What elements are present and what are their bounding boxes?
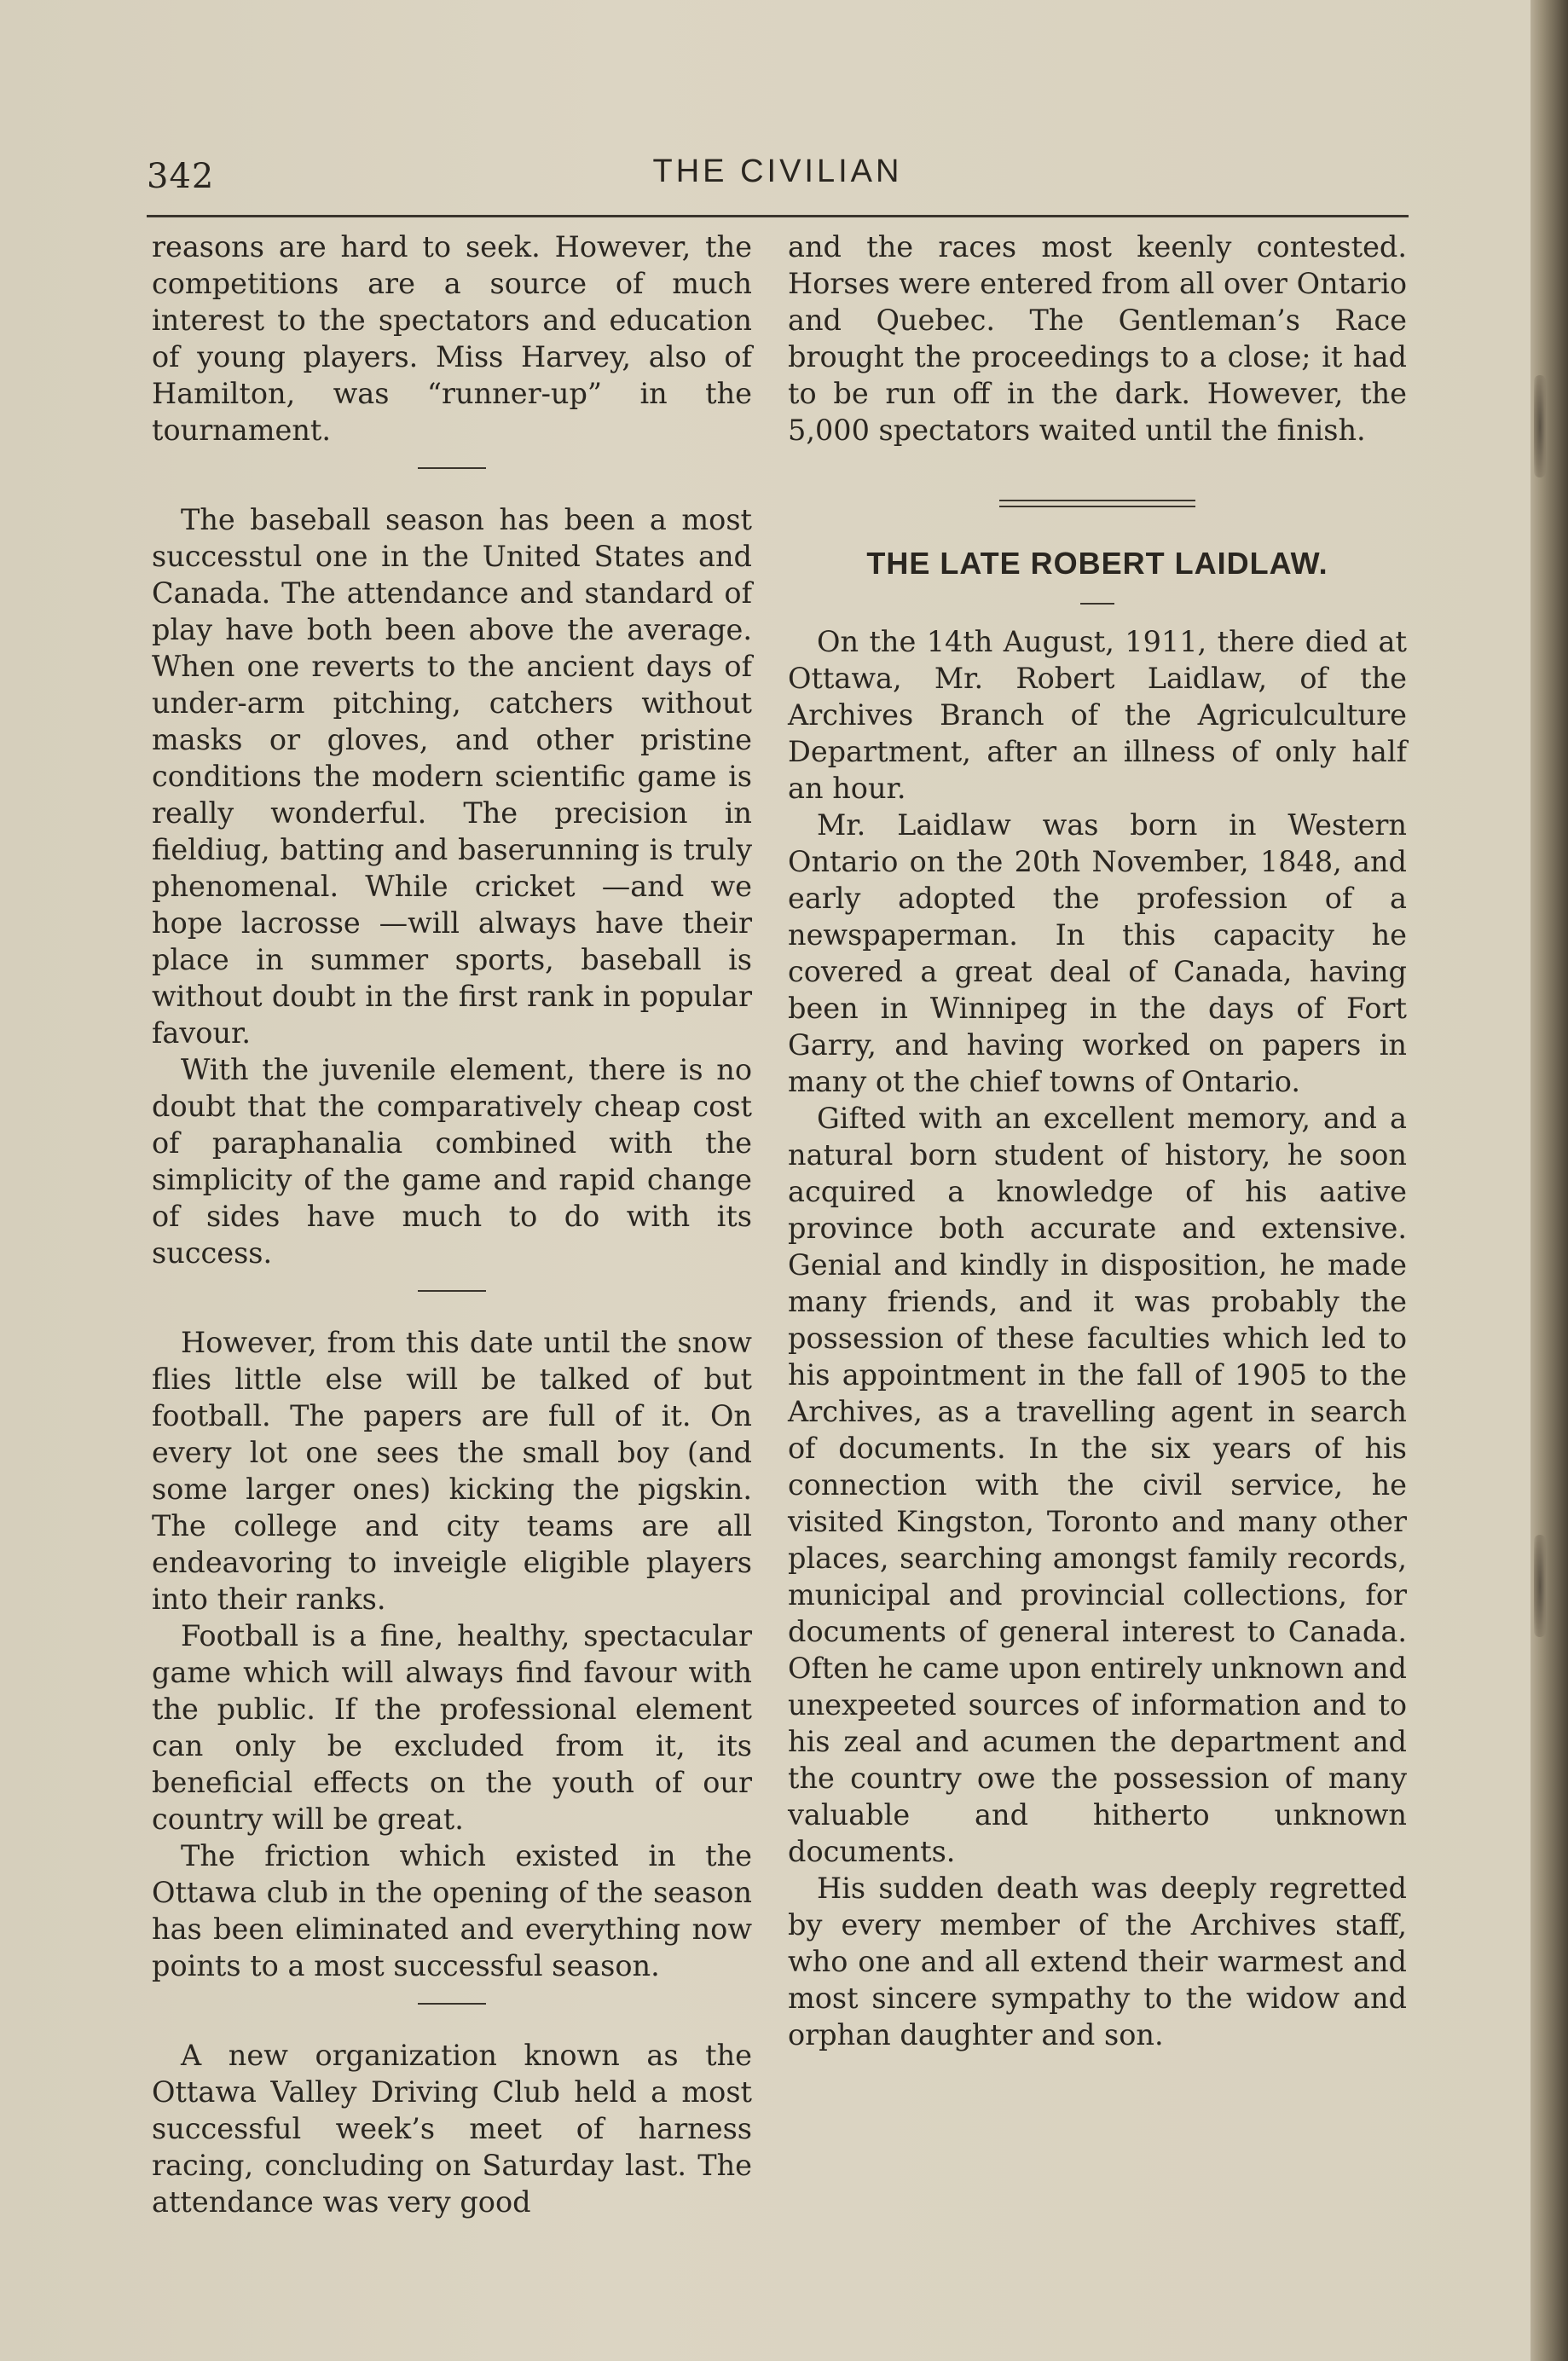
section-divider (418, 2003, 486, 2005)
header-rule (147, 215, 1409, 217)
paragraph-biography: Mr. Laidlaw was born in Western Ontario on the 20th November, 1848, and early adopted the profession of a newspaperman. In this capacity he covered a great deal of Canada, having been in Winnipeg in the days of Fort Garry, and having worked on papers in many ot the chief towns of Ontario. (788, 808, 1407, 1098)
page-header (147, 152, 1409, 203)
paragraph-baseball: The baseball season has been a most successtul one in the United States and Canada. The attendance and standard of play have both been above the average. When one reverts to the ancient days of under-arm pitching, catchers without masks or gloves, and other pristine conditions the modern scientific game is really wonderful. The precision in fieldiug, batting and baserunning is truly phenomenal. While cricket —and we hope lacrosse —will always have their place in summer sports, baseball is without doubt in the first rank in popular favour. (152, 503, 752, 1050)
paragraph-death-notice: On the 14th August, 1911, there died at Ottawa, Mr. Robert Laidlaw, of the Archives Branch of the Agriculculture Department, after an illness of only half an hour. (788, 625, 1407, 805)
paragraph-juvenile: With the juvenile element, there is no doubt that the comparatively cheap cost of paraphanalia combined with the simplicity of the game and rapid change of sides have much to do with its success. (152, 1053, 752, 1270)
section-divider (418, 1290, 486, 1292)
right-column (788, 229, 1407, 2053)
left-column (152, 229, 752, 2220)
paragraph-career: Gifted with an excellent memory, and a natural born student of history, he soon acquired a knowledge of his aative province both accurate and extensive. Genial and kindly in disposition, he made many friends, and it was probably the possession of these faculties which led to his appointment in the fall of 1905 to the Archives, as a travelling agent in search of documents. In the six years of his connection with the civil service, he visited Kingston, Toronto and many other places, searching amongst family records, municipal and provincial collections, for documents of general interest to Canada. Often he came upon entirely unknown and unexpeeted sources of information and to his zeal and acumen the department and the country owe the possession of many valuable and hitherto unknown documents. (788, 1102, 1407, 1868)
section-divider (418, 467, 486, 469)
paragraph-races-continued: and the races most keenly contested. Horses were entered from all over Ontario and Quebec. The Gentleman’s Race brought the proceedings to a close; it had to be run off in the dark. However, the 5,000 spectators waited until the finish. (788, 230, 1407, 447)
binding-mark (1534, 375, 1546, 477)
paragraph-driving-club: A new organization known as the Ottawa Valley Driving Club held a most successful week’s meet of harness racing, concluding on Saturday last. The attendance was very good (152, 2039, 752, 2219)
paragraph-sympathy: His sudden death was deeply regretted by every member of the Archives staff, who one and all extend their warmest and most sincere sympathy to the widow and orphan daughter and son. (788, 1872, 1407, 2051)
article-title: THE LATE ROBERT LAIDLAW. (866, 546, 1328, 581)
binding-mark (1534, 1535, 1546, 1637)
paragraph-ottawa-club: The friction which existed in the Ottawa club in the opening of the season has been eliminated and everything now points to a most successful season. (152, 1839, 752, 1982)
title-rule (1080, 603, 1114, 605)
book-spine (1530, 0, 1568, 2361)
paragraph-football-intro: However, from this date until the snow flies little else will be talked of but football. The papers are full of it. On every lot one sees the small boy (and some larger ones) kicking the pigskin. The college and city teams are all endeavoring to inveigle eligible players into their ranks. (152, 1326, 752, 1616)
running-title: THE CIVILIAN (652, 153, 903, 189)
paragraph-football-game: Football is a fine, healthy, spectacular game which will always find favour with the public. If the professional element can only be excluded from it, its beneficial effects on the youth of our country will be great. (152, 1619, 752, 1836)
page-number: 342 (147, 157, 215, 196)
paragraph-tennis-end: reasons are hard to seek. However, the competitions are a source of much interest to the spectators and education of young players. Miss Harvey, also of Hamilton, was “runner-up” in the tournament. (152, 230, 752, 447)
article-separator (999, 500, 1195, 507)
